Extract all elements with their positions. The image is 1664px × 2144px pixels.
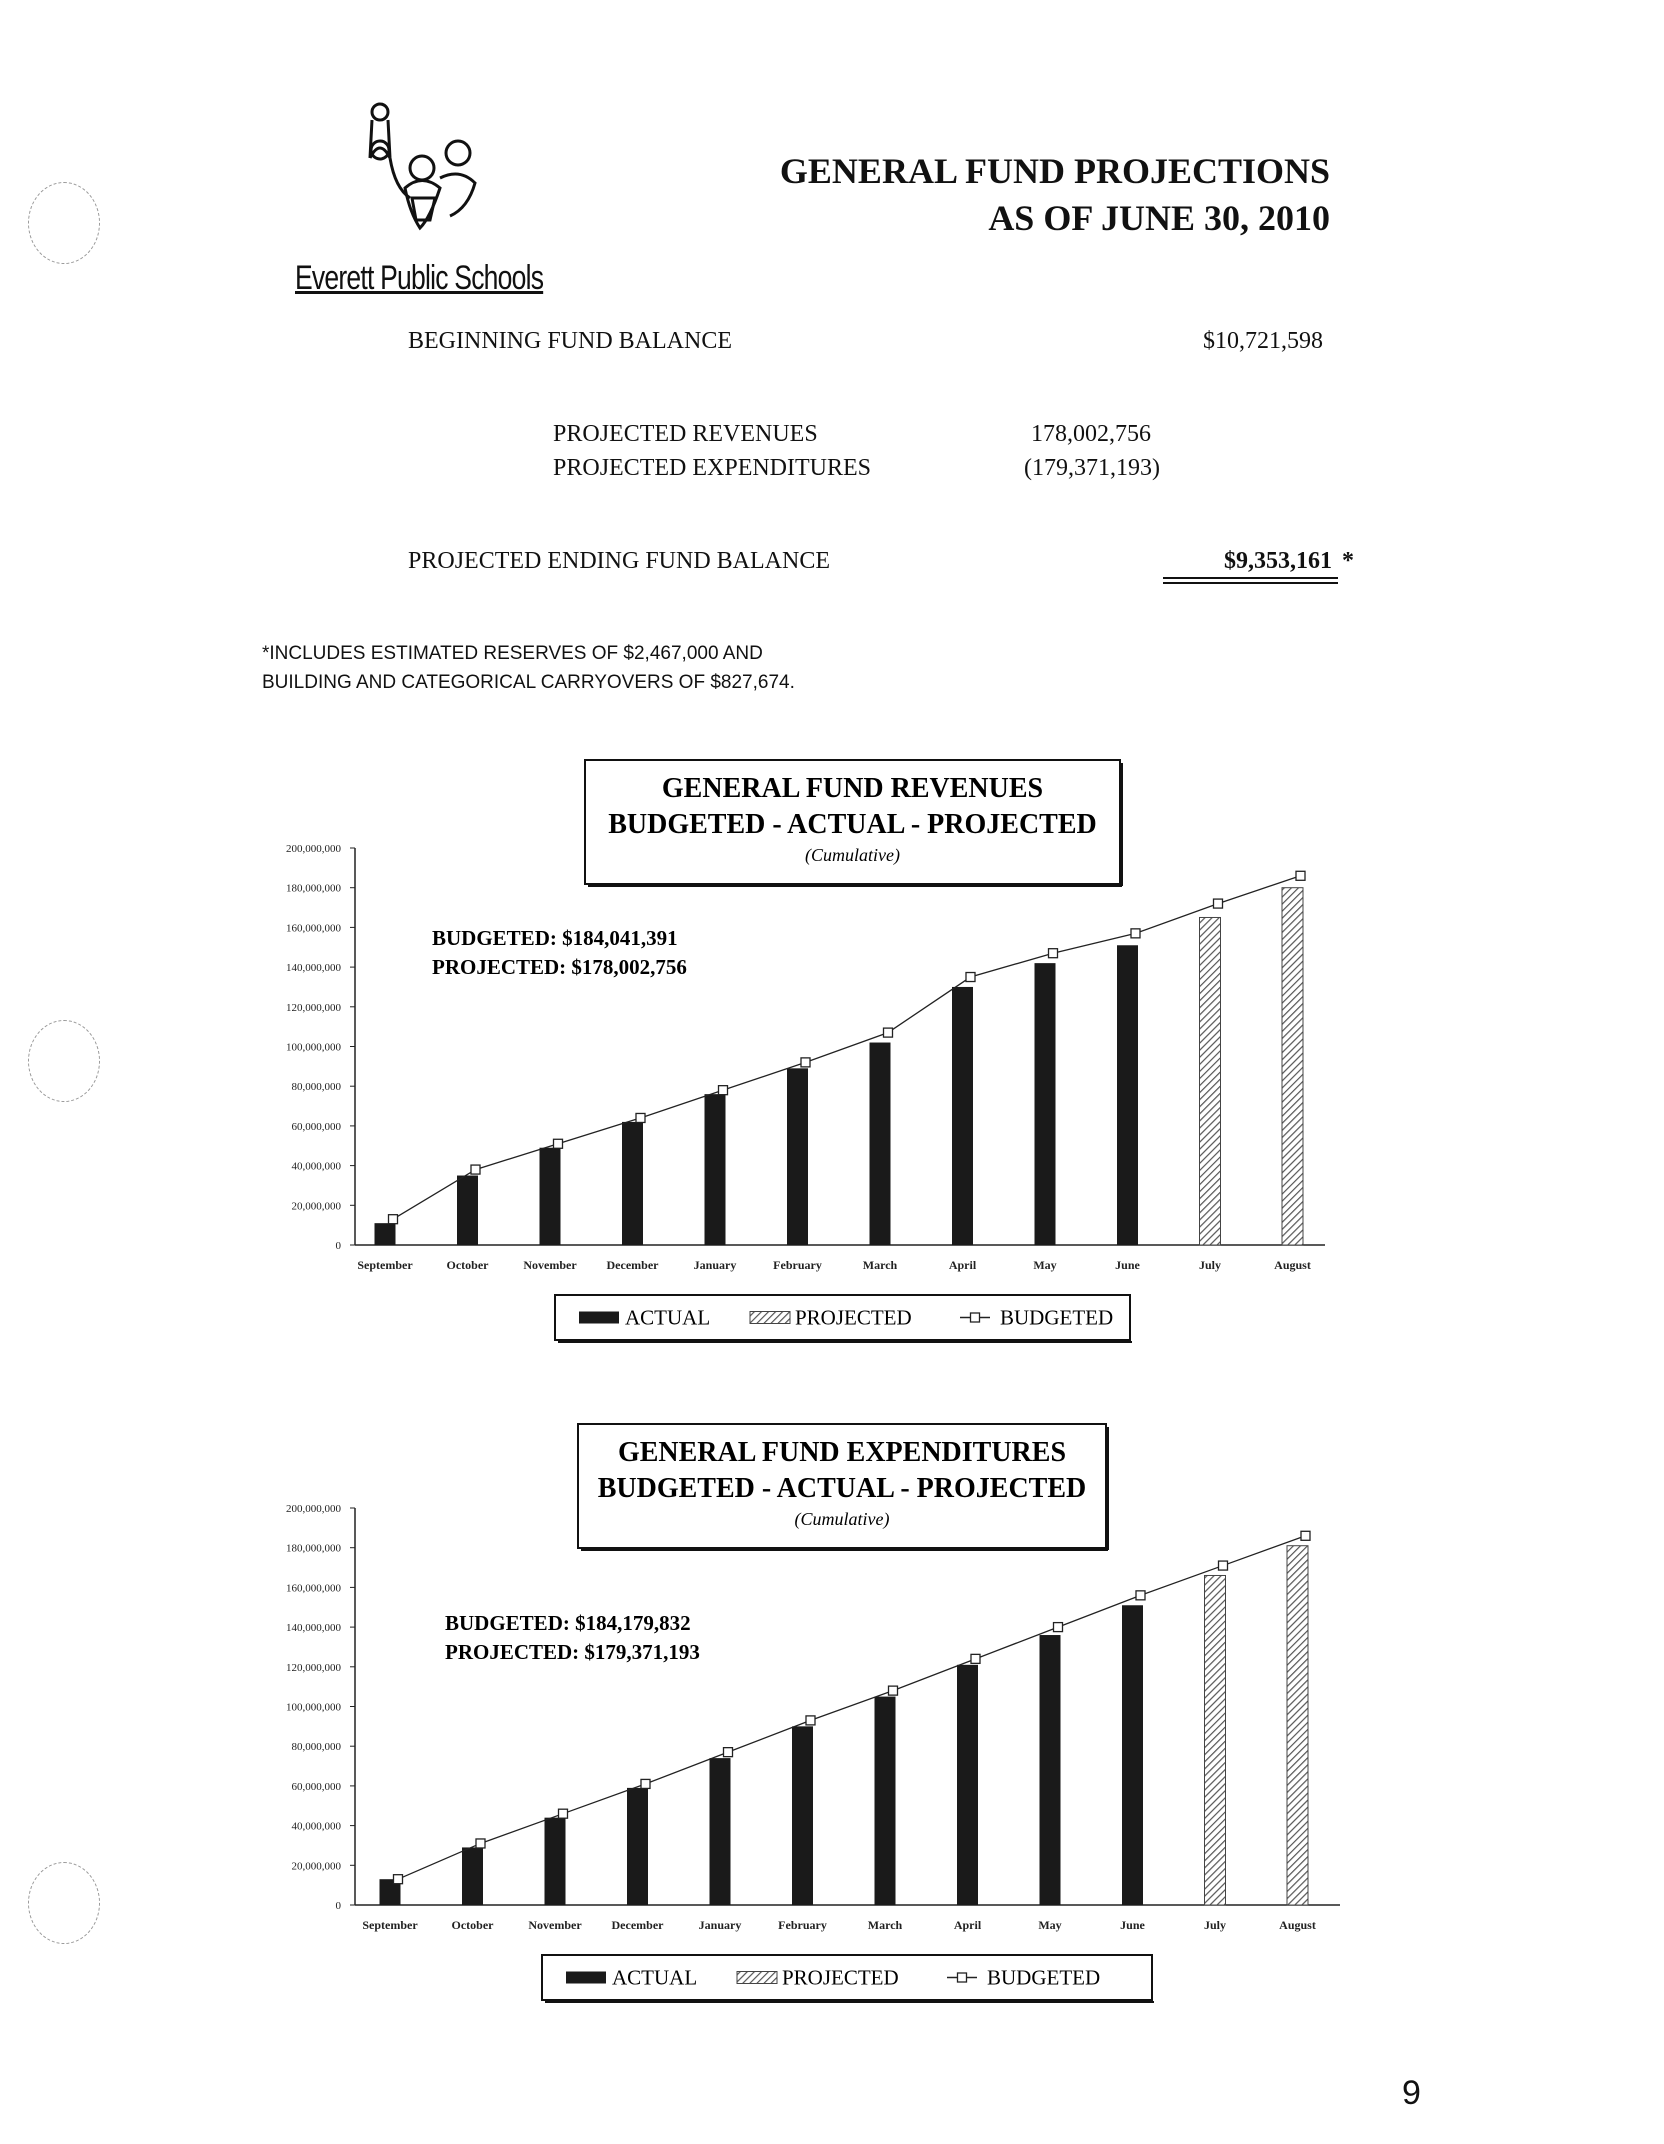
bar-actual bbox=[957, 1665, 978, 1905]
x-tick-label: October bbox=[451, 1918, 494, 1932]
x-tick-label: September bbox=[362, 1918, 418, 1932]
budgeted-point bbox=[641, 1779, 650, 1788]
x-tick-label: April bbox=[948, 1258, 977, 1272]
page-number: 9 bbox=[1402, 2074, 1421, 2112]
bar-projected bbox=[1287, 1546, 1308, 1905]
x-tick-label: January bbox=[698, 1918, 742, 1932]
legend-actual-swatch bbox=[566, 1972, 606, 1984]
footnote-line1: *INCLUDES ESTIMATED RESERVES OF $2,467,000 AND bbox=[262, 643, 763, 664]
y-tick-label: 100,000,000 bbox=[286, 1701, 341, 1714]
revenues-chart bbox=[0, 750, 1664, 1390]
budgeted-point bbox=[719, 1086, 728, 1095]
x-tick-label: August bbox=[1274, 1258, 1311, 1272]
chart-subtitle: BUDGETED - ACTUAL - PROJECTED bbox=[608, 809, 1097, 840]
bar-actual bbox=[1040, 1635, 1061, 1905]
bar-projected bbox=[1282, 888, 1303, 1245]
y-tick-label: 20,000,000 bbox=[291, 1200, 341, 1213]
school-logo bbox=[295, 98, 544, 298]
budgeted-point bbox=[806, 1716, 815, 1725]
legend-projected-label: PROJECTED bbox=[795, 1305, 912, 1330]
x-tick-label: June bbox=[1120, 1918, 1145, 1932]
bar-actual bbox=[705, 1094, 726, 1245]
bar-actual bbox=[540, 1148, 561, 1245]
bar-actual bbox=[1122, 1605, 1143, 1905]
budgeted-point bbox=[1296, 871, 1305, 880]
budgeted-point bbox=[394, 1875, 403, 1884]
x-tick-label: February bbox=[773, 1258, 822, 1272]
x-tick-label: June bbox=[1115, 1258, 1140, 1272]
budgeted-point bbox=[1214, 899, 1223, 908]
bar-actual bbox=[1117, 945, 1138, 1245]
budgeted-point bbox=[1049, 949, 1058, 958]
budgeted-point bbox=[889, 1686, 898, 1695]
bar-projected bbox=[1200, 917, 1221, 1245]
budgeted-annotation: BUDGETED: $184,179,832 bbox=[445, 1611, 691, 1635]
bar-actual bbox=[627, 1788, 648, 1905]
bar-actual bbox=[462, 1847, 483, 1905]
bar-actual bbox=[710, 1758, 731, 1905]
chart-title: GENERAL FUND EXPENDITURES bbox=[617, 1437, 1067, 1468]
projected-annotation: PROJECTED: $179,371,193 bbox=[445, 1640, 700, 1664]
bar-actual bbox=[952, 987, 973, 1245]
y-tick-label: 140,000,000 bbox=[286, 1622, 341, 1635]
y-tick-label: 40,000,000 bbox=[291, 1160, 341, 1173]
bar-projected bbox=[1205, 1575, 1226, 1905]
budgeted-point bbox=[971, 1654, 980, 1663]
x-tick-label: July bbox=[1203, 1918, 1227, 1932]
budgeted-point bbox=[636, 1113, 645, 1122]
legend-budgeted-label: BUDGETED bbox=[987, 1965, 1101, 1990]
budgeted-point bbox=[559, 1809, 568, 1818]
chart-subtitle: BUDGETED - ACTUAL - PROJECTED bbox=[597, 1473, 1087, 1504]
budgeted-point bbox=[1219, 1561, 1228, 1570]
budgeted-point bbox=[724, 1748, 733, 1757]
x-tick-label: July bbox=[1198, 1258, 1222, 1272]
y-tick-label: 60,000,000 bbox=[291, 1780, 341, 1793]
legend-projected-swatch bbox=[750, 1312, 790, 1324]
x-tick-label: October bbox=[446, 1258, 489, 1272]
y-tick-label: 120,000,000 bbox=[286, 1001, 341, 1014]
bar-actual bbox=[870, 1043, 891, 1245]
x-tick-label: December bbox=[606, 1258, 659, 1272]
x-tick-label: May bbox=[1038, 1918, 1062, 1932]
budgeted-point bbox=[471, 1165, 480, 1174]
footnote-line2: BUILDING AND CATEGORICAL CARRYOVERS OF $827,674. bbox=[262, 672, 795, 693]
x-tick-label: April bbox=[953, 1918, 982, 1932]
budgeted-point bbox=[1131, 929, 1140, 938]
bar-actual bbox=[792, 1726, 813, 1905]
budgeted-point bbox=[966, 973, 975, 982]
x-tick-label: February bbox=[778, 1918, 827, 1932]
legend-projected-label: PROJECTED bbox=[782, 1965, 899, 1990]
y-tick-label: 60,000,000 bbox=[291, 1120, 341, 1133]
x-tick-label: March bbox=[867, 1918, 903, 1932]
y-tick-label: 160,000,000 bbox=[286, 1582, 341, 1595]
y-tick-label: 180,000,000 bbox=[286, 882, 341, 895]
y-tick-label: 200,000,000 bbox=[286, 1503, 341, 1515]
y-tick-label: 0 bbox=[335, 1900, 341, 1912]
budgeted-point bbox=[554, 1139, 563, 1148]
expenditures-chart bbox=[0, 1410, 1664, 2050]
legend-budgeted-label: BUDGETED bbox=[1000, 1305, 1114, 1330]
x-tick-label: December bbox=[611, 1918, 664, 1932]
logo-figures-icon bbox=[350, 98, 490, 248]
bar-actual bbox=[787, 1068, 808, 1245]
ending-balance-marker: * bbox=[1342, 548, 1354, 574]
budgeted-point bbox=[1301, 1531, 1310, 1540]
x-tick-label: March bbox=[862, 1258, 898, 1272]
budgeted-point bbox=[884, 1028, 893, 1037]
y-tick-label: 180,000,000 bbox=[286, 1542, 341, 1555]
legend-projected-swatch bbox=[737, 1972, 777, 1984]
legend-budgeted-marker bbox=[971, 1313, 980, 1322]
bar-actual bbox=[875, 1697, 896, 1905]
bar-actual bbox=[545, 1818, 566, 1905]
y-tick-label: 160,000,000 bbox=[286, 922, 341, 935]
x-tick-label: August bbox=[1279, 1918, 1316, 1932]
y-tick-label: 100,000,000 bbox=[286, 1041, 341, 1054]
page-title-line2: AS OF JUNE 30, 2010 bbox=[988, 198, 1330, 238]
budgeted-point bbox=[476, 1839, 485, 1848]
budgeted-point bbox=[801, 1058, 810, 1067]
legend-actual-label: ACTUAL bbox=[612, 1965, 698, 1990]
y-tick-label: 200,000,000 bbox=[286, 843, 341, 855]
budgeted-point bbox=[1136, 1591, 1145, 1600]
revenues-label: PROJECTED REVENUES bbox=[553, 421, 818, 447]
ending-balance-label: PROJECTED ENDING FUND BALANCE bbox=[408, 548, 831, 574]
bar-actual bbox=[1035, 963, 1056, 1245]
chart-caption: (Cumulative) bbox=[794, 1509, 890, 1529]
legend-budgeted-marker bbox=[958, 1973, 967, 1982]
expenditures-value: (179,371,193) bbox=[1024, 455, 1160, 481]
budgeted-line bbox=[398, 1536, 1306, 1879]
chart-title: GENERAL FUND REVENUES bbox=[661, 773, 1044, 804]
x-tick-label: January bbox=[693, 1258, 737, 1272]
bar-actual bbox=[622, 1122, 643, 1245]
chart-caption: (Cumulative) bbox=[805, 845, 900, 865]
logo-text: Everett Public Schools bbox=[295, 259, 544, 297]
projected-annotation: PROJECTED: $178,002,756 bbox=[432, 955, 687, 979]
y-tick-label: 0 bbox=[335, 1240, 341, 1252]
punch-hole-top bbox=[28, 182, 100, 264]
y-tick-label: 40,000,000 bbox=[291, 1820, 341, 1833]
bar-actual bbox=[375, 1223, 396, 1245]
budgeted-annotation: BUDGETED: $184,041,391 bbox=[432, 926, 678, 950]
legend-actual-swatch bbox=[579, 1312, 619, 1324]
y-tick-label: 20,000,000 bbox=[291, 1860, 341, 1873]
budgeted-point bbox=[1054, 1623, 1063, 1632]
ending-balance-underline bbox=[1163, 577, 1338, 584]
bar-actual bbox=[457, 1176, 478, 1245]
x-tick-label: May bbox=[1033, 1258, 1057, 1272]
budgeted-point bbox=[389, 1215, 398, 1224]
y-tick-label: 80,000,000 bbox=[291, 1081, 341, 1094]
ending-balance-value: $9,353,161 bbox=[1224, 548, 1332, 574]
y-tick-label: 120,000,000 bbox=[286, 1661, 341, 1674]
y-tick-label: 80,000,000 bbox=[291, 1741, 341, 1754]
beginning-balance-value: $10,721,598 bbox=[1203, 328, 1323, 354]
page-title-line1: GENERAL FUND PROJECTIONS bbox=[779, 151, 1330, 191]
beginning-balance-label: BEGINNING FUND BALANCE bbox=[408, 328, 732, 354]
y-tick-label: 140,000,000 bbox=[286, 962, 341, 975]
x-tick-label: November bbox=[528, 1918, 582, 1932]
legend-actual-label: ACTUAL bbox=[625, 1305, 711, 1330]
revenues-value: 178,002,756 bbox=[1031, 421, 1151, 447]
expenditures-label: PROJECTED EXPENDITURES bbox=[553, 455, 872, 481]
x-tick-label: September bbox=[357, 1258, 413, 1272]
x-tick-label: November bbox=[523, 1258, 577, 1272]
